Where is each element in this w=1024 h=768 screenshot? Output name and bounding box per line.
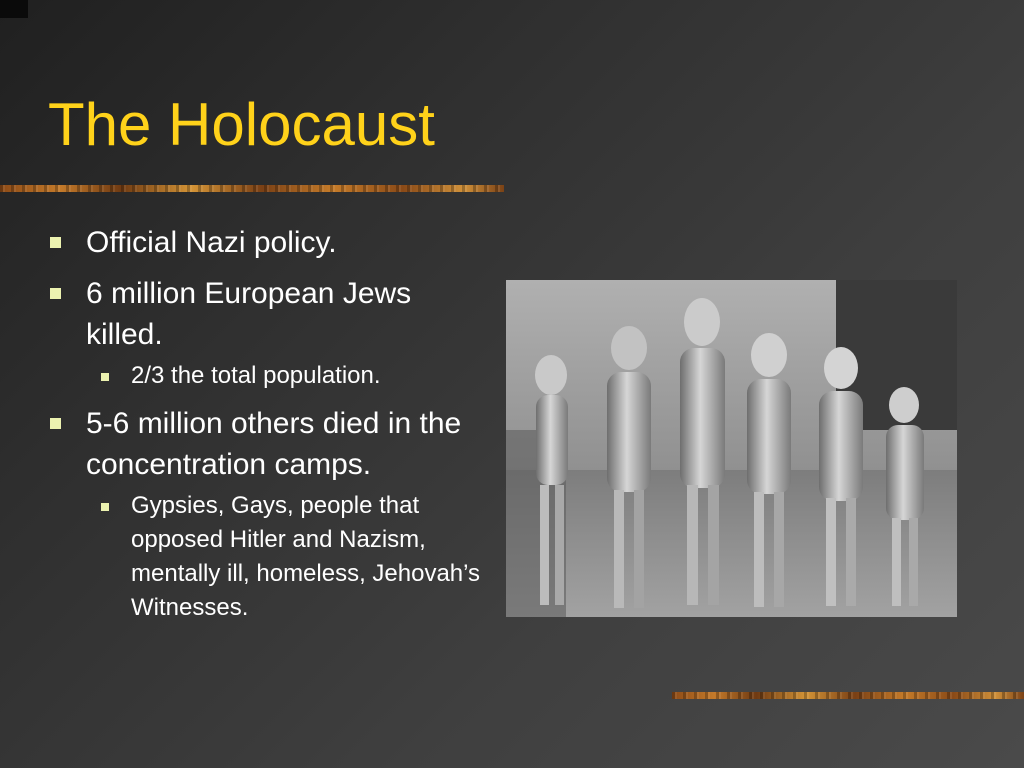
bullet-text: 6 million European Jews killed. xyxy=(86,277,412,351)
square-bullet-icon xyxy=(50,237,61,248)
photo-illustration xyxy=(506,280,957,617)
square-bullet-icon xyxy=(101,373,109,381)
sub-bullet-text: Gypsies, Gays, people that opposed Hitler and Nazism, mentally ill, homeless, Jehovah’s Witnesses. xyxy=(131,492,481,621)
corner-mark xyxy=(0,0,28,18)
bullet-text: Official Nazi policy. xyxy=(86,226,337,259)
bullet-list xyxy=(48,222,488,635)
bottom-divider xyxy=(672,692,1024,699)
bullet-item xyxy=(48,273,488,355)
historical-photo xyxy=(506,280,957,617)
square-bullet-icon xyxy=(50,418,61,429)
square-bullet-icon xyxy=(50,288,61,299)
bullet-item xyxy=(48,222,488,263)
sub-bullet-item xyxy=(48,359,488,393)
slide-title: The Holocaust xyxy=(48,91,435,158)
square-bullet-icon xyxy=(101,503,109,511)
sub-bullet-item xyxy=(48,489,488,625)
bullet-item xyxy=(48,403,488,485)
sub-bullet-text: 2/3 the total population. xyxy=(131,362,381,389)
title-divider xyxy=(0,185,504,192)
bullet-text: 5-6 million others died in the concentration camps. xyxy=(86,407,462,481)
